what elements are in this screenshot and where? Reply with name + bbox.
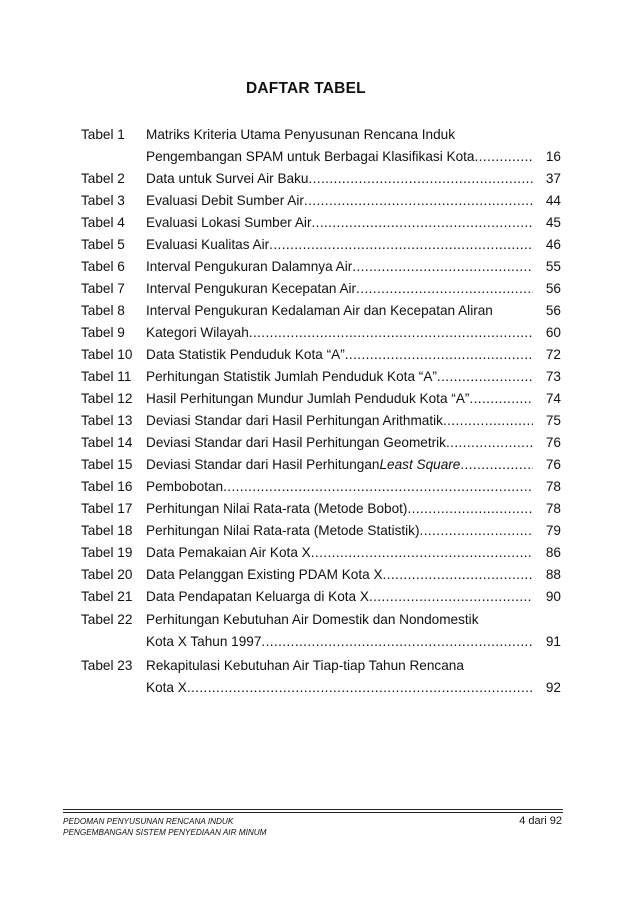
dot-leader — [261, 631, 533, 653]
table-title-line — [146, 300, 561, 322]
table-title-italic: Least Square — [379, 456, 461, 472]
table-number: Tabel 13 — [81, 412, 133, 428]
table-title-line — [146, 609, 561, 631]
page-number: 79 — [545, 522, 561, 538]
table-entry-body — [146, 564, 561, 586]
page-number: 60 — [545, 324, 561, 340]
page-number: 76 — [545, 434, 561, 450]
table-title-line — [146, 631, 561, 653]
table-title-text: Kota X Tahun 1997 — [146, 633, 262, 649]
table-title-line — [146, 256, 561, 278]
table-title-text: Deviasi Standar dari Hasil Perhitungan Geometrik — [146, 434, 446, 450]
table-entry-body — [146, 388, 561, 410]
dot-leader — [304, 190, 533, 212]
table-entry-body — [146, 586, 561, 608]
table-number: Tabel 9 — [81, 324, 125, 340]
table-entry — [81, 322, 561, 344]
table-entry — [81, 542, 561, 564]
table-number: Tabel 23 — [81, 658, 133, 673]
table-entry — [81, 655, 561, 698]
table-number: Tabel 17 — [81, 500, 133, 516]
table-entry-body — [146, 609, 561, 652]
table-title-line — [146, 278, 561, 300]
page-number: 92 — [545, 679, 561, 695]
table-entry-body — [146, 655, 561, 698]
dot-leader — [356, 278, 533, 300]
table-title-text: Data Pelanggan Existing PDAM Kota X — [146, 566, 383, 582]
table-title-line — [146, 388, 561, 410]
table-title-text: Kota X — [146, 679, 187, 695]
table-entry — [81, 190, 561, 212]
footer-title-line-2: PENGEMBANGAN SISTEM PENYEDIAAN AIR MINUM — [63, 828, 267, 837]
page-number: 55 — [545, 258, 561, 274]
table-entry-body — [146, 410, 561, 432]
table-title-line — [146, 454, 561, 476]
footer-title-line-1: PEDOMAN PENYUSUNAN RENCANA INDUK — [63, 817, 234, 826]
table-title-text: Deviasi Standar dari Hasil Perhitungan — [146, 456, 380, 472]
table-title-line — [146, 432, 561, 454]
table-entry-body — [146, 322, 561, 344]
table-entry-body — [146, 454, 561, 476]
page-number: 73 — [545, 368, 561, 384]
table-entry — [81, 564, 561, 586]
page-number: 91 — [545, 633, 561, 649]
page-number: 76 — [545, 456, 561, 472]
table-title-text: Interval Pengukuran Dalamnya Air — [146, 258, 353, 274]
table-entry-body — [146, 278, 561, 300]
table-entry-body — [146, 344, 561, 366]
table-number: Tabel 21 — [81, 588, 133, 604]
table-number: Tabel 16 — [81, 478, 133, 494]
table-title-text: Kategori Wilayah — [146, 324, 249, 340]
dot-leader — [407, 498, 533, 520]
footer-rule — [63, 809, 563, 810]
dot-leader — [308, 168, 533, 190]
footer-rule-thin — [63, 812, 563, 813]
dot-leader — [249, 322, 533, 344]
table-number: Tabel 18 — [81, 522, 133, 538]
table-entry — [81, 366, 561, 388]
table-title-text: Evaluasi Kualitas Air — [146, 236, 270, 252]
table-entry — [81, 234, 561, 256]
table-title-line — [146, 542, 561, 564]
table-number: Tabel 8 — [81, 302, 125, 318]
table-title-text: Data Pendapatan Keluarga di Kota X — [146, 588, 369, 604]
table-entry — [81, 520, 561, 542]
table-entry-body — [146, 476, 561, 498]
table-entry-body — [146, 190, 561, 212]
page-number: 72 — [545, 346, 561, 362]
table-number: Tabel 12 — [81, 390, 133, 406]
table-title-line — [146, 498, 561, 520]
table-number: Tabel 11 — [81, 368, 132, 384]
table-entry-body — [146, 432, 561, 454]
page-number: 78 — [545, 500, 561, 516]
page-number: 37 — [545, 170, 561, 186]
table-title-line — [146, 410, 561, 432]
dot-leader — [469, 388, 533, 410]
table-entry-body — [146, 520, 561, 542]
table-title-text: Rekapitulasi Kebutuhan Air Tiap-tiap Tahun Rencana — [146, 658, 464, 673]
table-title-line — [146, 212, 561, 234]
table-number: Tabel 2 — [81, 170, 125, 186]
table-entry-body — [146, 212, 561, 234]
dot-leader — [420, 520, 533, 542]
table-entry-body — [146, 168, 561, 190]
page-number: 75 — [545, 412, 561, 428]
table-number: Tabel 1 — [81, 127, 125, 142]
table-title-line — [146, 234, 561, 256]
table-number: Tabel 22 — [81, 612, 133, 627]
page-number: 78 — [545, 478, 561, 494]
table-title-text: Perhitungan Statistik Jumlah Penduduk Kota “A” — [146, 368, 437, 384]
table-title-text: Pengembangan SPAM untuk Berbagai Klasifikasi Kota — [146, 148, 475, 164]
dot-leader — [383, 564, 533, 586]
table-number: Tabel 3 — [81, 192, 125, 208]
table-title-text: Perhitungan Nilai Rata-rata (Metode Statistik) — [146, 522, 420, 538]
page-number: 46 — [545, 236, 561, 252]
table-entry — [81, 454, 561, 476]
table-entry-body — [146, 300, 561, 322]
table-entry — [81, 476, 561, 498]
table-number: Tabel 4 — [81, 214, 125, 230]
page-number: 45 — [545, 214, 561, 230]
table-title-text: Perhitungan Nilai Rata-rata (Metode Bobot) — [146, 500, 408, 516]
table-entry-body — [146, 498, 561, 520]
table-title-line — [146, 168, 561, 190]
dot-leader — [269, 234, 533, 256]
table-entry-body — [146, 542, 561, 564]
table-entry — [81, 344, 561, 366]
table-title-line — [146, 677, 561, 699]
table-title-line — [146, 344, 561, 366]
table-entry — [81, 212, 561, 234]
table-title-text: Matriks Kriteria Utama Penyusunan Rencana Induk — [146, 127, 456, 142]
dot-leader — [311, 212, 533, 234]
table-entry-body — [146, 234, 561, 256]
table-entry-body — [146, 124, 561, 167]
table-entry — [81, 586, 561, 608]
table-number: Tabel 6 — [81, 258, 125, 274]
dot-leader — [352, 256, 533, 278]
dot-leader — [437, 366, 533, 388]
table-list — [81, 124, 561, 699]
table-title-line — [146, 520, 561, 542]
dot-leader — [223, 476, 533, 498]
table-number: Tabel 5 — [81, 236, 125, 252]
table-entry-body — [146, 256, 561, 278]
table-entry — [81, 498, 561, 520]
page-number: 74 — [545, 390, 561, 406]
dot-leader — [460, 454, 533, 476]
table-title-text: Data Statistik Penduduk Kota “A” — [146, 346, 345, 362]
table-title-line — [146, 322, 561, 344]
table-title-text: Data untuk Survei Air Baku — [146, 170, 309, 186]
dot-leader — [474, 146, 533, 168]
table-number: Tabel 14 — [81, 434, 133, 450]
table-entry-body — [146, 366, 561, 388]
table-title-text: Hasil Perhitungan Mundur Jumlah Penduduk Kota “A” — [146, 390, 470, 406]
table-title-text: Evaluasi Lokasi Sumber Air — [146, 214, 312, 230]
dot-leader — [345, 344, 533, 366]
page-number: 90 — [545, 588, 561, 604]
page-title: DAFTAR TABEL — [246, 80, 366, 97]
table-title-text: Interval Pengukuran Kedalaman Air dan Kecepatan Aliran — [146, 302, 493, 318]
footer-document-title — [63, 816, 267, 838]
table-entry — [81, 300, 561, 322]
dot-leader — [311, 542, 533, 564]
table-title-text: Evaluasi Debit Sumber Air — [146, 192, 304, 208]
dot-leader — [187, 677, 533, 699]
table-entry — [81, 278, 561, 300]
page-number: 88 — [545, 566, 561, 582]
table-title-line — [146, 586, 561, 608]
table-title-text: Interval Pengukuran Kecepatan Air — [146, 280, 357, 296]
table-number: Tabel 7 — [81, 280, 125, 296]
table-entry — [81, 609, 561, 652]
table-title-line — [146, 564, 561, 586]
table-number: Tabel 10 — [81, 346, 133, 362]
table-entry — [81, 168, 561, 190]
page-number: 56 — [545, 302, 561, 318]
table-title-line — [146, 366, 561, 388]
table-entry — [81, 410, 561, 432]
table-title-text: Data Pemakaian Air Kota X — [146, 544, 311, 560]
table-title-line — [146, 655, 561, 677]
table-number: Tabel 19 — [81, 544, 133, 560]
page-number: 86 — [545, 544, 561, 560]
footer-page-number: 4 dari 92 — [519, 815, 562, 827]
table-entry — [81, 388, 561, 410]
table-title-line — [146, 146, 561, 168]
table-entry — [81, 256, 561, 278]
table-title-text: Deviasi Standar dari Hasil Perhitungan Arithmatik — [146, 412, 443, 428]
dot-leader — [369, 586, 533, 608]
page-number: 44 — [545, 192, 561, 208]
table-title-text: Perhitungan Kebutuhan Air Domestik dan Nondomestik — [146, 612, 479, 627]
dot-leader — [446, 432, 533, 454]
page-number: 16 — [545, 148, 561, 164]
table-entry — [81, 124, 561, 167]
table-title-line — [146, 476, 561, 498]
table-number: Tabel 20 — [81, 566, 133, 582]
table-title-line — [146, 190, 561, 212]
table-number: Tabel 15 — [81, 456, 133, 472]
table-title-line — [146, 124, 561, 146]
page-number: 56 — [545, 280, 561, 296]
dot-leader — [443, 410, 533, 432]
table-entry — [81, 432, 561, 454]
table-title-text: Pembobotan — [146, 478, 224, 494]
